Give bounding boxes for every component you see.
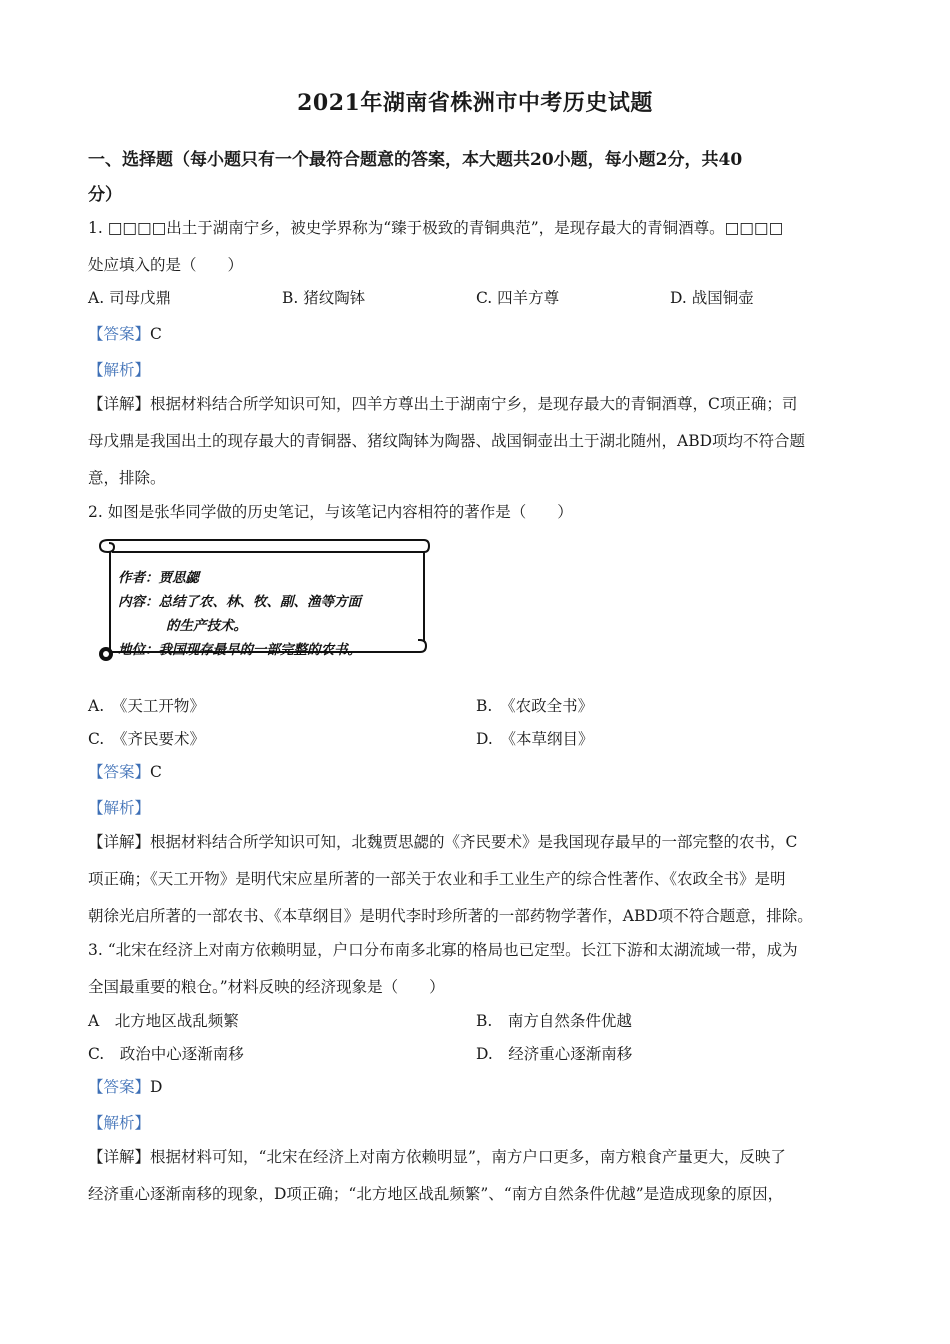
q2-option-c: C. 《齐民要术》 (88, 730, 205, 748)
q3-detail-line2: 经济重心逐渐南移的现象，D项正确；“北方地区战乱频繁”、“南方自然条件优越”是造成现象的原因， (88, 1185, 784, 1203)
q2-detail-line2: 项正确；《天工开物》是明代宋应星所著的一部关于农业和手工业生产的综合性著作、《农政全书》是明 (88, 870, 786, 888)
answer-value: D (150, 1078, 163, 1096)
q2-option-b: B. 《农政全书》 (476, 697, 594, 715)
note-status: 地位：我国现存最早的一部完整的农书。 (118, 642, 361, 658)
section-heading-line1: 一、选择题（每小题只有一个最符合题意的答案，本大题共20小题，每小题2分，共40 (88, 150, 743, 170)
answer-tag: 【答案】 (88, 1078, 151, 1096)
detail-text: 根据材料可知，“北宋在经济上对南方依赖明显”，南方户口更多，南方粮食产量更大，反映了 (150, 1148, 786, 1166)
note-content-line1: 内容：总结了农、林、牧、副、渔等方面 (118, 594, 361, 610)
q2-option-a: A. 《天工开物》 (88, 697, 205, 715)
q1-detail-line3: 意，排除。 (88, 469, 166, 487)
q1-option-c: C. 四羊方尊 (476, 289, 560, 307)
page-title: 2021年湖南省株洲市中考历史试题 (297, 90, 653, 116)
q1-option-b: B. 猪纹陶钵 (282, 289, 366, 307)
q3-option-a: A 北方地区战乱频繁 (88, 1012, 239, 1030)
q1-analysis-tag: 【解析】 (88, 361, 151, 379)
answer-tag: 【答案】 (88, 325, 151, 343)
detail-text: 根据材料结合所学知识可知，四羊方尊出土于湖南宁乡，是现存最大的青铜酒尊，C项正确；司 (150, 395, 798, 413)
q1-option-d: D. 战国铜壶 (670, 289, 754, 307)
q3-answer (88, 1075, 162, 1097)
note-scroll-image (98, 534, 430, 666)
q1-detail-line1 (88, 392, 797, 414)
q3-detail-line1 (88, 1145, 786, 1167)
q1-detail-line2: 母戊鼎是我国出土的现存最大的青铜器、猪纹陶钵为陶器、战国铜壶出土于湖北随州，ABD项均不符合题 (88, 432, 806, 450)
note-author: 作者：贾思勰 (118, 570, 199, 586)
q3-analysis-tag: 【解析】 (88, 1114, 151, 1132)
detail-tag: 【详解】 (88, 833, 151, 851)
q3-option-d: D. 经济重心逐渐南移 (476, 1045, 633, 1063)
answer-tag: 【答案】 (88, 763, 151, 781)
detail-tag: 【详解】 (88, 395, 151, 413)
answer-value: C (150, 325, 162, 343)
q1-option-a: A. 司母戊鼎 (88, 289, 172, 307)
detail-text: 根据材料结合所学知识可知，北魏贾思勰的《齐民要术》是我国现存最早的一部完整的农书，C (150, 833, 798, 851)
q3-option-b: B. 南方自然条件优越 (476, 1012, 632, 1030)
q3-option-c: C. 政治中心逐渐南移 (88, 1045, 244, 1063)
q2-detail-line3: 朝徐光启所著的一部农书、《本草纲目》是明代李时珍所著的一部药物学著作，ABD项不符合题意，排除。 (88, 907, 813, 925)
q2-stem: 2. 如图是张华同学做的历史笔记，与该笔记内容相符的著作是（ ） (88, 503, 573, 521)
q3-stem-line2: 全国最重要的粮仓。”材料反映的经济现象是（ ） (88, 978, 445, 996)
q2-analysis-tag: 【解析】 (88, 799, 151, 817)
q1-stem-line1: 1. □□□□出土于湖南宁乡，被史学界称为“臻于极致的青铜典范”，是现存最大的青铜酒尊。□□□□ (88, 219, 784, 237)
section-heading-line2: 分） (88, 185, 122, 205)
answer-value: C (150, 763, 162, 781)
q1-stem-line2: 处应填入的是（ ） (88, 256, 244, 274)
detail-tag: 【详解】 (88, 1148, 151, 1166)
q2-detail-line1 (88, 830, 797, 852)
q3-stem-line1: 3. “北宋在经济上对南方依赖明显，户口分布南多北寡的格局也已定型。长江下游和太湖流域一带，成为 (88, 941, 798, 959)
note-content-line2: 的生产技术。 (166, 618, 247, 634)
q2-option-d: D. 《本草纲目》 (476, 730, 594, 748)
q2-answer (88, 760, 162, 782)
q1-answer (88, 322, 162, 344)
